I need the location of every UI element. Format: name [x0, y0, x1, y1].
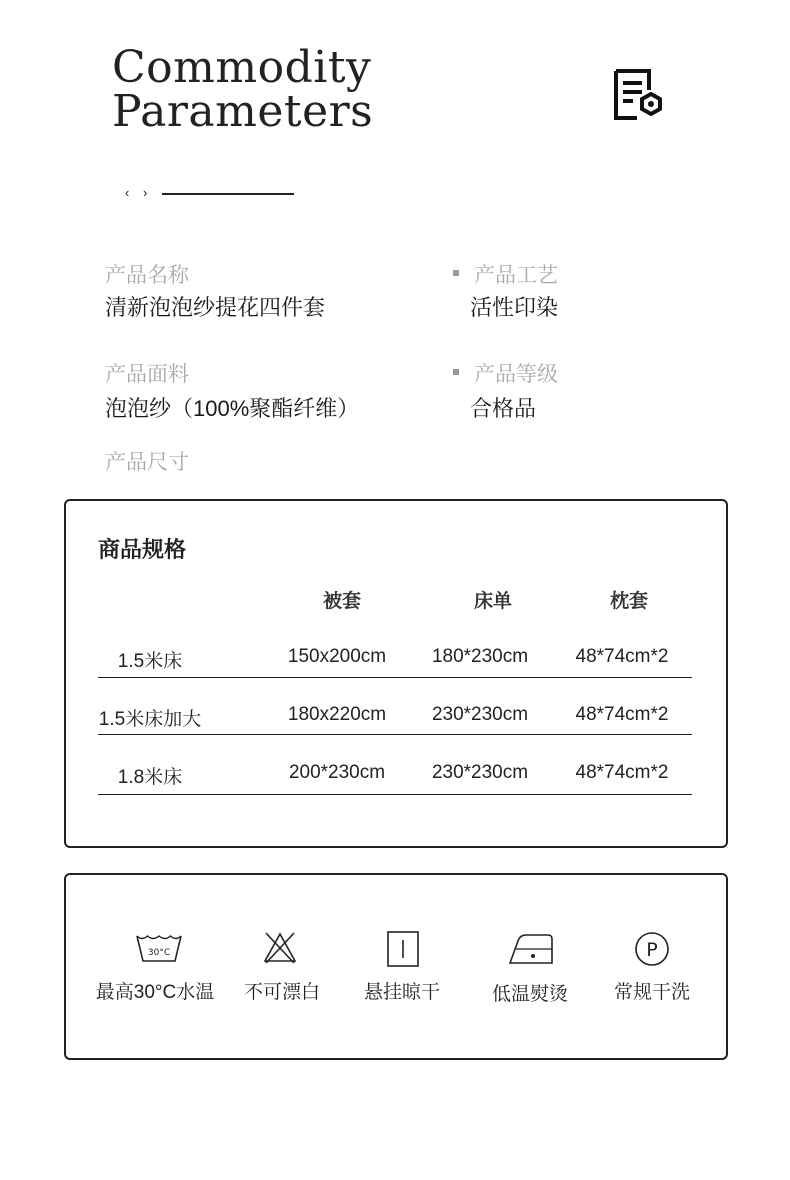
fabric-label: 产品面料: [105, 363, 189, 386]
nav-divider: [162, 193, 294, 195]
bullet: [453, 369, 459, 375]
row-pillow: 48*74cm*2: [575, 704, 669, 725]
row-sheet: 230*230cm: [431, 762, 529, 783]
col-header-quilt: 被套: [322, 591, 361, 612]
dry-clean-letter: P: [646, 939, 658, 961]
care-label: 最高30°C水温: [95, 982, 215, 1003]
row-pillow: 48*74cm*2: [575, 646, 669, 667]
hang-dry-icon: [387, 931, 419, 967]
row-quilt: 150x200cm: [287, 646, 387, 667]
care-label: 悬挂晾干: [363, 982, 440, 1003]
row-size: 1.5米床加大: [98, 709, 202, 730]
row-divider: [98, 734, 692, 735]
row-divider: [98, 677, 692, 678]
wash-30-icon: [136, 933, 182, 963]
bullet: [453, 270, 459, 276]
spec-title: 商品规格: [98, 537, 187, 562]
row-quilt: 200*230cm: [288, 762, 386, 783]
care-label: 低温熨烫: [491, 984, 568, 1005]
care-label: 常规干洗: [613, 982, 690, 1003]
iron-low-icon: [508, 931, 556, 965]
nav-arrows[interactable]: ‹ ›: [125, 185, 153, 200]
row-pillow: 48*74cm*2: [575, 762, 669, 783]
row-size: 1.5米床: [117, 651, 183, 672]
no-bleach-icon: [262, 931, 298, 965]
craft-label: 产品工艺: [474, 264, 558, 287]
row-sheet: 180*230cm: [431, 646, 529, 667]
wash-temp-text: 30°C: [147, 948, 171, 958]
care-label: 不可漂白: [243, 982, 320, 1003]
row-divider: [98, 794, 692, 795]
col-header-sheet: 床单: [473, 591, 512, 612]
name-label: 产品名称: [105, 264, 189, 287]
title-line-2: Parameters: [112, 86, 374, 137]
grade-value: 合格品: [470, 396, 537, 421]
row-quilt: 180x220cm: [287, 704, 387, 725]
grade-label: 产品等级: [474, 363, 558, 386]
dry-clean-p-icon: [634, 931, 670, 967]
name-value: 清新泡泡纱提花四件套: [105, 295, 326, 320]
title-line-1: Commodity: [112, 42, 372, 93]
document-settings-icon: [611, 68, 665, 122]
col-header-pillow: 枕套: [609, 591, 648, 612]
fabric-value: 泡泡纱（100%聚酯纤维）: [105, 396, 360, 421]
row-size: 1.8米床: [117, 767, 183, 788]
craft-value: 活性印染: [470, 295, 559, 320]
row-sheet: 230*230cm: [431, 704, 529, 725]
size-label: 产品尺寸: [105, 451, 189, 474]
